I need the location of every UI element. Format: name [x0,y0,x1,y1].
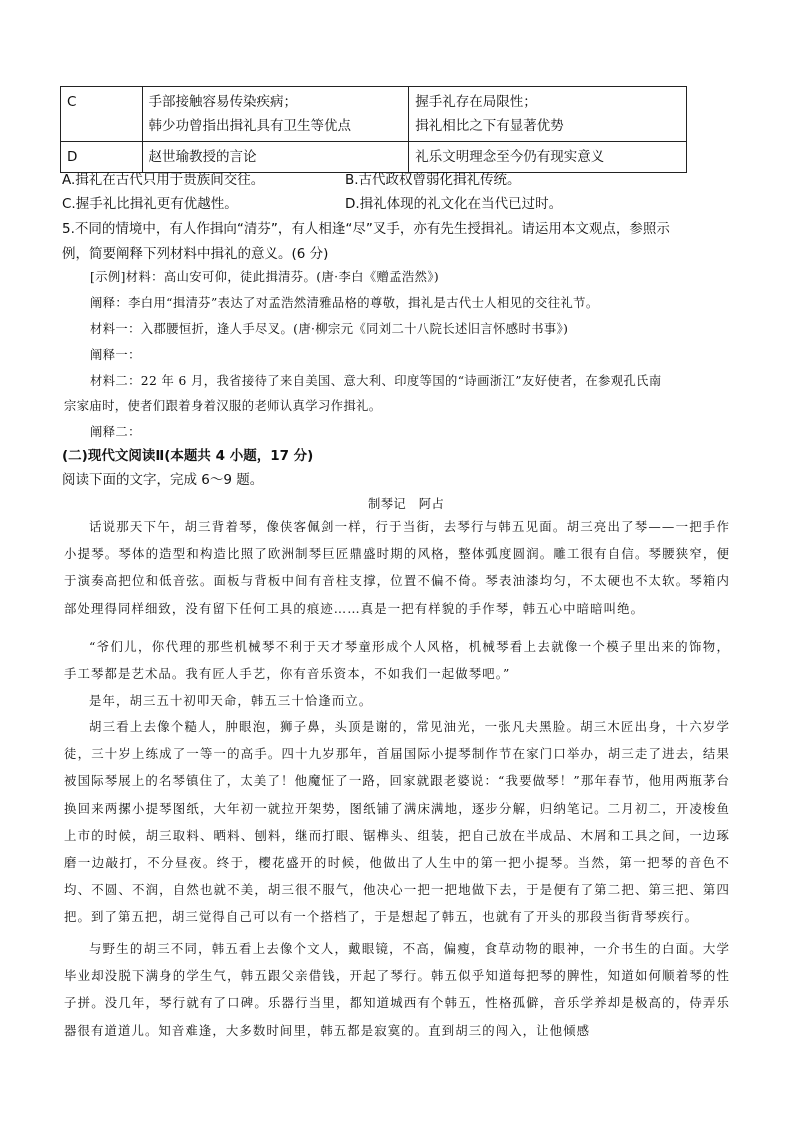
cell-line: 手部接触容易传染疾病； [148,94,298,110]
example-material: [示例]材料：高山安可仰，徒此揖清芬。(唐·李白《赠孟浩然》) [90,270,440,284]
table-row [61,87,687,142]
cell-line: 握手礼存在局限性； [415,94,537,110]
story-paragraph-5: 与野生的胡三不同，韩五看上去像个文人，戴眼镜，不高，偏瘦，食草动物的眼神，一介书生的白面。大学毕业却没脱下满身的学生气，韩五跟父亲借钱，开起了琴行。韩五似乎知道每把琴的脾性，知道如何顺着琴的性子拼。没几年，琴行就有了口碑。乐器行当里，都知道城西有个韩五，性格孤僻，音乐学养却是极高的，侍弄乐器很有道道儿。知音难逢，大多数时间里，韩五都是寂寞的。直到胡三的闯入，让他倾感 [64,941,730,1038]
explain-1-label: 阐释一： [90,348,141,362]
table-cell [409,87,687,142]
cell-line: 礼乐文明理念至今仍有现实意义 [415,149,605,165]
example-explain: 阐释：李白用“揖清芬”表达了对孟浩然清雅品格的尊敬，揖礼是古代士人相见的交往礼节。 [90,296,599,310]
section-heading: (二)现代文阅读Ⅱ(本题共 4 小题，17 分) [62,448,314,464]
story-paragraph-2: “爷们儿，你代理的那些机械琴不利于天才琴童形成个人风格，机械琴看上去就像一个模子里出来的饰物，手工琴都是艺术品。我有匠人手艺，你有音乐资本，不如我们一起做琴吧。” [64,639,730,682]
material-2-line-2: 宗家庙时，使者们跟着身着汉服的老师认真学习作揖礼。 [64,399,382,413]
question-5-line-2: 例，简要阐释下列材料中揖礼的意义。(6 分) [62,246,329,262]
table-cell [142,87,409,142]
row-label: D [61,142,143,173]
story-paragraph-1: 话说那天下午，胡三背着琴，像侠客佩剑一样，行于当街，去琴行与韩五见面。胡三亮出了琴——一把手作小提琴。琴体的造型和构造比照了欧洲制琴巨匠鼎盛时期的风格，整体弧度圆润。雕工很有自信。琴腰狭窄，便于演奏高把位和低音弦。面板与背板中间有音柱支撑，位置不偏不倚。琴表油漆均匀，不太硬也不太软。琴箱内部处理得同样细致，没有留下任何工具的痕迹……真是一把有样貌的手作琴，韩五心中暗暗叫绝。 [64,519,730,616]
story-paragraph-3: 是年，胡三五十初叩天命，韩五三十恰逢而立。 [89,693,373,708]
comparison-table [60,86,687,173]
cell-line: 韩少功曾指出揖礼具有卫生等优点 [148,118,352,134]
cell-line: 揖礼相比之下有显著优势 [415,118,564,134]
section-instruction: 阅读下面的文字，完成 6～9 题。 [62,472,264,488]
material-2-line-1: 材料二：22 年 6 月，我省接待了来自美国、意大利、印度等国的“诗画浙江”友好使者，在参观孔氏南 [90,374,662,388]
cell-line: 赵世瑜教授的言论 [148,149,257,165]
material-1: 材料一：入郡腰恒折，逢人手尽叉。(唐·柳宗元《同刘二十八院长述旧言怀感时书事》) [90,322,569,336]
row-label: C [61,87,143,142]
option-c: C.握手礼比揖礼更有优越性。 [62,196,238,212]
question-5-line-1: 5.不同的情境中，有人作揖向“清芬”，有人相逢“尽”叉手，亦有先生授揖礼。请运用本文观点，参照示 [62,221,670,237]
option-d: D.揖礼体现的礼文化在当代已过时。 [345,196,563,212]
option-b: B.古代政权曾弱化揖礼传统。 [345,172,521,188]
story-paragraph-4: 胡三看上去像个糙人，肿眼泡，狮子鼻，头顶是谢的，常见油光，一张凡夫黑脸。胡三木匠出身，十六岁学徒，三十岁上练成了一等一的高手。四十九岁那年，首届国际小提琴制作节在家门口举办，胡三走了进去，结果被国际琴展上的名琴镇住了，太美了！他魔怔了一路，回家就跟老婆说：“我要做琴！”那年春节，他用两瓶茅台换回来两摞小提琴图纸，大年初一就拉开架势，图纸铺了满床满地，逐步分解，归纳笔记。二月初二，开凌梭鱼上市的时候，胡三取料、晒料、刨料，继而打眼、锯榫头、组装，把自己放在半成品、木屑和工具之间，一边琢磨一边敲打，不分昼夜。终于，樱花盛开的时候，他做出了人生中的第一把小提琴。当然，第一把琴的音色不均、不圆、不润，自然也就不美，胡三很不服气，他决心一把一把地做下去，于是便有了第二把、第三把、第四把。到了第五把，胡三觉得自己可以有一个搭档了，于是想起了韩五，也就有了开头的那段当街背琴疾行。 [64,719,730,925]
story-title: 制琴记 阿占 [368,497,445,511]
option-a: A.揖礼在古代只用于贵族间交往。 [62,172,265,188]
explain-2-label: 阐释二： [90,425,141,439]
